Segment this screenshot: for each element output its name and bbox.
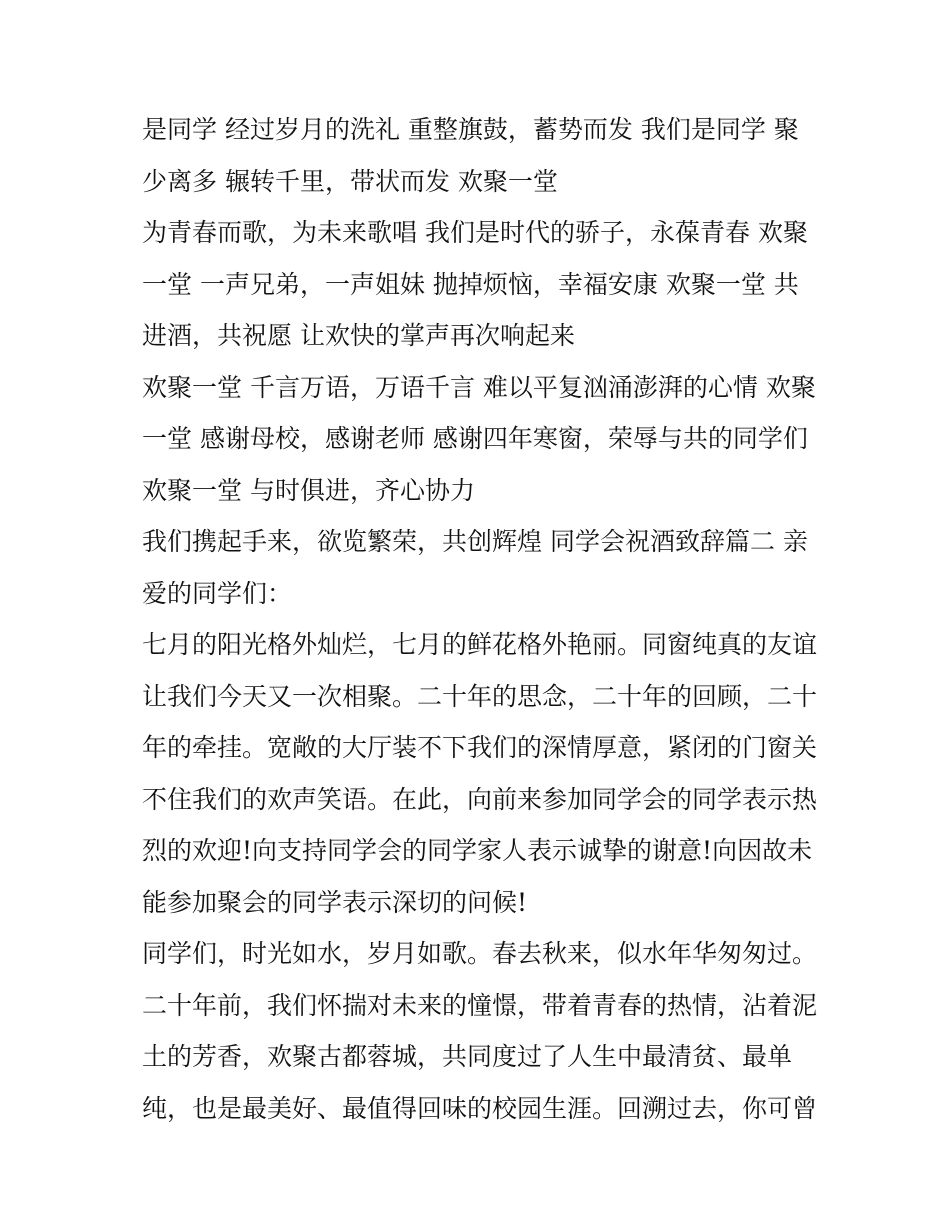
text-line: 让我们今天又一次相聚。二十年的思念，二十年的回顾，二十	[142, 681, 818, 711]
text-line: 欢聚一堂 与时俱进，齐心协力	[142, 475, 475, 505]
text-line: 欢聚一堂 千言万语，万语千言 难以平复汹涌澎湃的心情 欢聚	[142, 372, 816, 402]
text-line: 我们携起手来，欲览繁荣，共创辉煌 同学会祝酒致辞篇二 亲	[142, 527, 808, 556]
text-line: 一堂 感谢母校，感谢老师 感谢四年寒窗，荣辱与共的同学们	[142, 424, 808, 453]
paragraph-6	[142, 928, 822, 1134]
text-line: 纯，也是最美好、最值得回味的校园生涯。回溯过去，你可曾	[142, 1093, 818, 1123]
paragraph-5	[142, 619, 822, 928]
paragraph-2	[142, 207, 822, 362]
text-line: 土的芳香，欢聚古都蓉城，共同度过了人生中最清贫、最单	[142, 1042, 793, 1071]
text-line: 二十年前，我们怀揣对未来的憧憬，带着青春的热情，沾着泥	[142, 990, 818, 1020]
text-line: 不住我们的欢声笑语。在此，向前来参加同学会的同学表示热	[142, 784, 818, 814]
paragraph-3	[142, 362, 822, 517]
text-line: 同学们，时光如水，岁月如歌。春去秋来，似水年华匆匆过。	[142, 939, 818, 968]
paragraph-4	[142, 516, 822, 619]
text-line: 爱的同学们：	[142, 578, 293, 608]
text-line: 能参加聚会的同学表示深切的问候!	[142, 887, 528, 917]
text-line: 进酒，共祝愿 让欢快的掌声再次响起来	[142, 321, 575, 350]
text-line: 烈的欢迎!向支持同学会的同学家人表示诚挚的谢意!向因故未	[142, 836, 813, 865]
text-line: 为青春而歌，为未来歌唱 我们是时代的骄子，永葆青春 欢聚	[142, 218, 808, 247]
paragraph-1	[142, 104, 822, 207]
text-line: 少离多 辗转千里，带状而发 欢聚一堂	[142, 166, 558, 196]
text-line: 一堂 一声兄弟，一声姐妹 抛掉烦恼，幸福安康 欢聚一堂 共	[142, 269, 799, 299]
text-line: 年的牵挂。宽敞的大厅装不下我们的深情厚意，紧闭的门窗关	[142, 733, 818, 762]
text-line: 是同学 经过岁月的洗礼 重整旗鼓，蓄势而发 我们是同学 聚	[142, 115, 799, 144]
document-body	[142, 104, 822, 1134]
text-line: 七月的阳光格外灿烂，七月的鲜花格外艳丽。同窗纯真的友谊	[142, 630, 818, 659]
